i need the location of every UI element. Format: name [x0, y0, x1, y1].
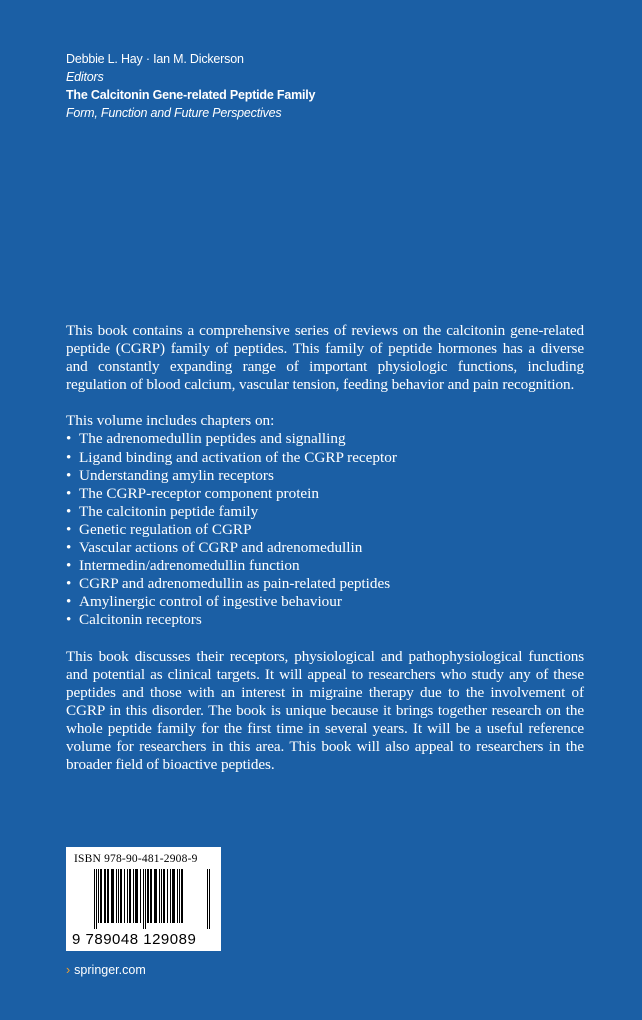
chapter-title: The calcitonin peptide family [79, 502, 259, 520]
chapter-title: Intermedin/adrenomedullin function [79, 557, 300, 575]
description-paragraph-1: This book contains a comprehensive series of reviews on the calcitonin gene-related peptide (CGRP) family of peptides. This family of peptide hormones has a diverse and constantly expanding range of important physiologic functions, including regulation of blood calcium, vascular tension, feeding behavior and pain recognition. [66, 322, 584, 394]
bullet-icon: • [66, 430, 72, 448]
chapter-title: Vascular actions of CGRP and adrenomedullin [79, 539, 363, 557]
barcode-label [66, 847, 221, 951]
chapter-item [66, 521, 584, 539]
book-subtitle: Form, Function and Future Perspectives [66, 106, 282, 120]
chapter-item [66, 503, 584, 521]
editors-role: Editors [66, 70, 104, 84]
chapter-title: Ligand binding and activation of the CGRP receptor [79, 448, 397, 466]
chapter-item [66, 467, 584, 485]
bullet-icon: • [66, 611, 72, 629]
chapter-item [66, 485, 584, 503]
chapter-item [66, 575, 584, 593]
chapter-title: Genetic regulation of CGRP [79, 520, 252, 538]
book-title: The Calcitonin Gene-related Peptide Family [66, 88, 316, 102]
chapter-item [66, 593, 584, 611]
chapter-title: Amylinergic control of ingestive behaviour [79, 593, 342, 611]
description-paragraph-2: This book discusses their receptors, physiological and pathophysiological functions and potential as clinical targets. It will appeal to researchers who study any of these peptides and those with an interest in migraine therapy due to the involvement of CGRP in this disorder. The book is unique because it brings together research on the whole peptide family for the first time in several years. It will be a useful reference volume for researchers in this area. This book will also appeal to researchers in the broader field of bioactive peptides. [66, 647, 584, 774]
bullet-icon: • [66, 502, 72, 520]
bullet-icon: • [66, 575, 72, 593]
chapter-item [66, 611, 584, 629]
chapter-title: The CGRP-receptor component protein [79, 484, 319, 502]
bullet-icon: • [66, 593, 72, 611]
barcode-icon [94, 869, 212, 929]
bullet-icon: • [66, 466, 72, 484]
bullet-icon: • [66, 520, 72, 538]
authors: Debbie L. Hay · Ian M. Dickerson [66, 52, 244, 66]
chapter-item [66, 430, 584, 448]
bullet-icon: • [66, 484, 72, 502]
chapter-list [66, 430, 584, 629]
chapter-item [66, 557, 584, 575]
bullet-icon: • [66, 539, 72, 557]
chevron-right-icon: › [66, 963, 71, 977]
chapter-item [66, 539, 584, 557]
chapter-item [66, 449, 584, 467]
editors-header [66, 50, 586, 122]
bullet-icon: • [66, 448, 72, 466]
chapter-title: The adrenomedullin peptides and signalling [79, 430, 346, 448]
barcode-number: 9 789048 129089 [72, 931, 197, 948]
bullet-icon: • [66, 557, 72, 575]
chapter-title: Understanding amylin receptors [79, 466, 274, 484]
chapter-title: Calcitonin receptors [79, 611, 202, 629]
chapter-title: CGRP and adrenomedullin as pain-related peptides [79, 575, 391, 593]
publisher-link[interactable]: springer.com [74, 963, 146, 977]
publisher-footer [66, 963, 146, 977]
blurb [66, 322, 584, 774]
chapters-intro: This volume includes chapters on: [66, 412, 275, 430]
isbn-text: ISBN 978-90-481-2908-9 [74, 853, 198, 865]
